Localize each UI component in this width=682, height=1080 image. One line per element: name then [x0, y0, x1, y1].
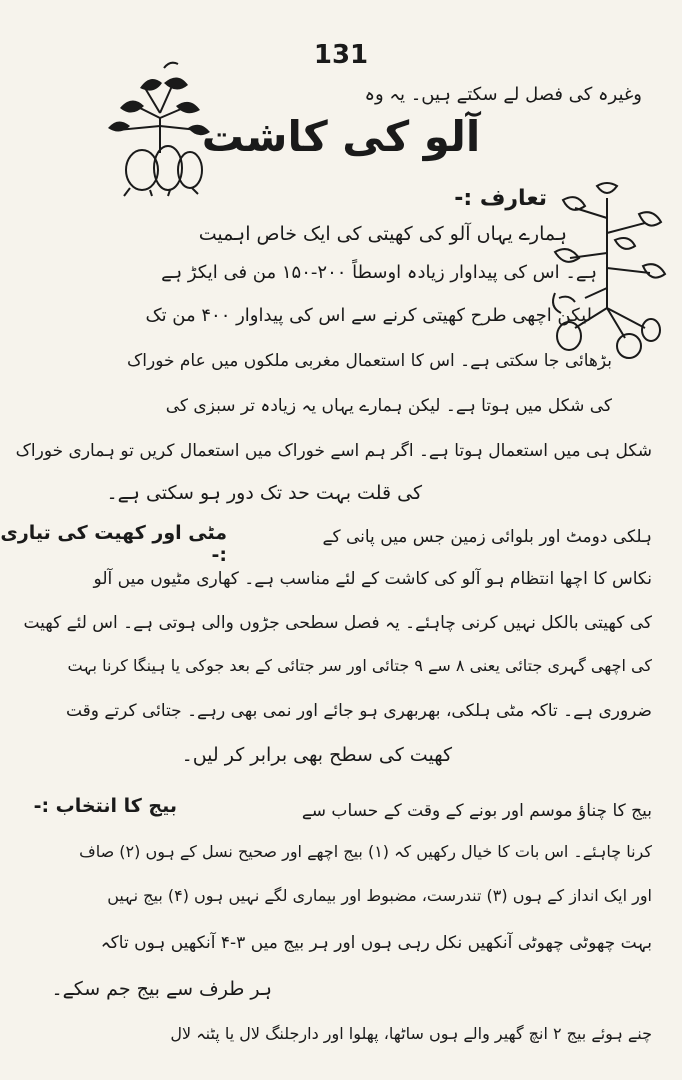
text-line: ہے۔ اس کی پیداوار زیادہ اوسطاً ۲۰۰-۱۵۰ من فی ایکڑ ہے — [161, 262, 597, 283]
text-line: کی اچھی گہری جتائی یعنی ۸ سے ۹ جتائی اور سر جتائی کے بعد جوکی یا ہینگا کرنا بہت — [67, 656, 652, 675]
text-line: لیکن اچھی طرح کھیتی کرنے سے اس کی پیداوار ۴۰۰ من تک — [145, 305, 592, 326]
page-number: 131 — [313, 40, 369, 70]
text-line: بیج کا چناؤ موسم اور بونے کے وقت کے حساب سے — [301, 801, 652, 821]
text-line: کی کھیتی بالکل نہیں کرنی چاہئے۔ یہ فصل سطحی جڑوں والی ہوتی ہے۔ اس لئے کھیت — [23, 613, 652, 633]
text-line: کی شکل میں ہوتا ہے۔ لیکن ہمارے یہاں یہ زیادہ تر سبزی کی — [165, 396, 612, 416]
text-line: ہلکی دومٹ اور بلوائی زمین جس میں پانی کے — [322, 527, 652, 547]
text-line: چنے ہوئے بیج ۲ انچ گھیر والے ہوں ساٹھا، پھلوا اور دارجلنگ لال یا پٹنہ لال — [170, 1024, 652, 1043]
text-line: کی قلت بہت حد تک دور ہو سکتی ہے۔ — [106, 482, 422, 504]
text-line: ہمارے یہاں آلو کی کھیتی کی ایک خاص اہمیت — [198, 223, 567, 245]
text-line: شکل ہی میں استعمال ہوتا ہے۔ اگر ہم اسے خوراک میں استعمال کریں تو ہماری خوراک — [15, 441, 652, 461]
continued-text-line: وغیرہ کی فصل لے سکتے ہیں۔ یہ وہ — [364, 84, 642, 105]
text-line: بہت چھوٹی چھوٹی آنکھیں نکل رہی ہوں اور ہر بیج میں ۳-۴ آنکھیں ہوں تاکہ — [100, 933, 652, 953]
body-text-seed — [22, 0, 652, 1080]
section-heading-soil-preparation: مٹی اور کھیت کی تیاری :- — [0, 522, 227, 566]
text-line: کرنا چاہئے۔ اس بات کا خیال رکھیں کہ (۱) بیج اچھے اور صحیح نسل کے ہوں (۲) صاف — [79, 842, 652, 861]
text-line: ضروری ہے۔ تاکہ مٹی ہلکی، بھربھری ہو جائے اور نمی بھی رہے۔ جتائی کرتے وقت — [65, 701, 652, 721]
section-heading-seed-selection: بیج کا انتخاب :- — [33, 795, 177, 817]
text-line: اور ایک انداز کے ہوں (۳) تندرست، مضبوط اور بیماری لگے نہیں ہوں (۴) بیج نہیں — [107, 886, 652, 905]
section-heading-introduction: تعارف :- — [454, 186, 547, 211]
text-line: نکاس کا اچھا انتظام ہو آلو کی کاشت کے لئے مناسب ہے۔ کھاری مٹیوں میں آلو — [93, 569, 652, 589]
text-line: ہر طرف سے بیج جم سکے۔ — [51, 978, 272, 1000]
page-title: آلو کی کاشت — [201, 112, 481, 161]
text-line: کھیت کی سطح بھی برابر کر لیں۔ — [181, 744, 452, 766]
text-line: بڑھائی جا سکتی ہے۔ اس کا استعمال مغربی ملکوں میں عام خوراک — [127, 351, 612, 371]
